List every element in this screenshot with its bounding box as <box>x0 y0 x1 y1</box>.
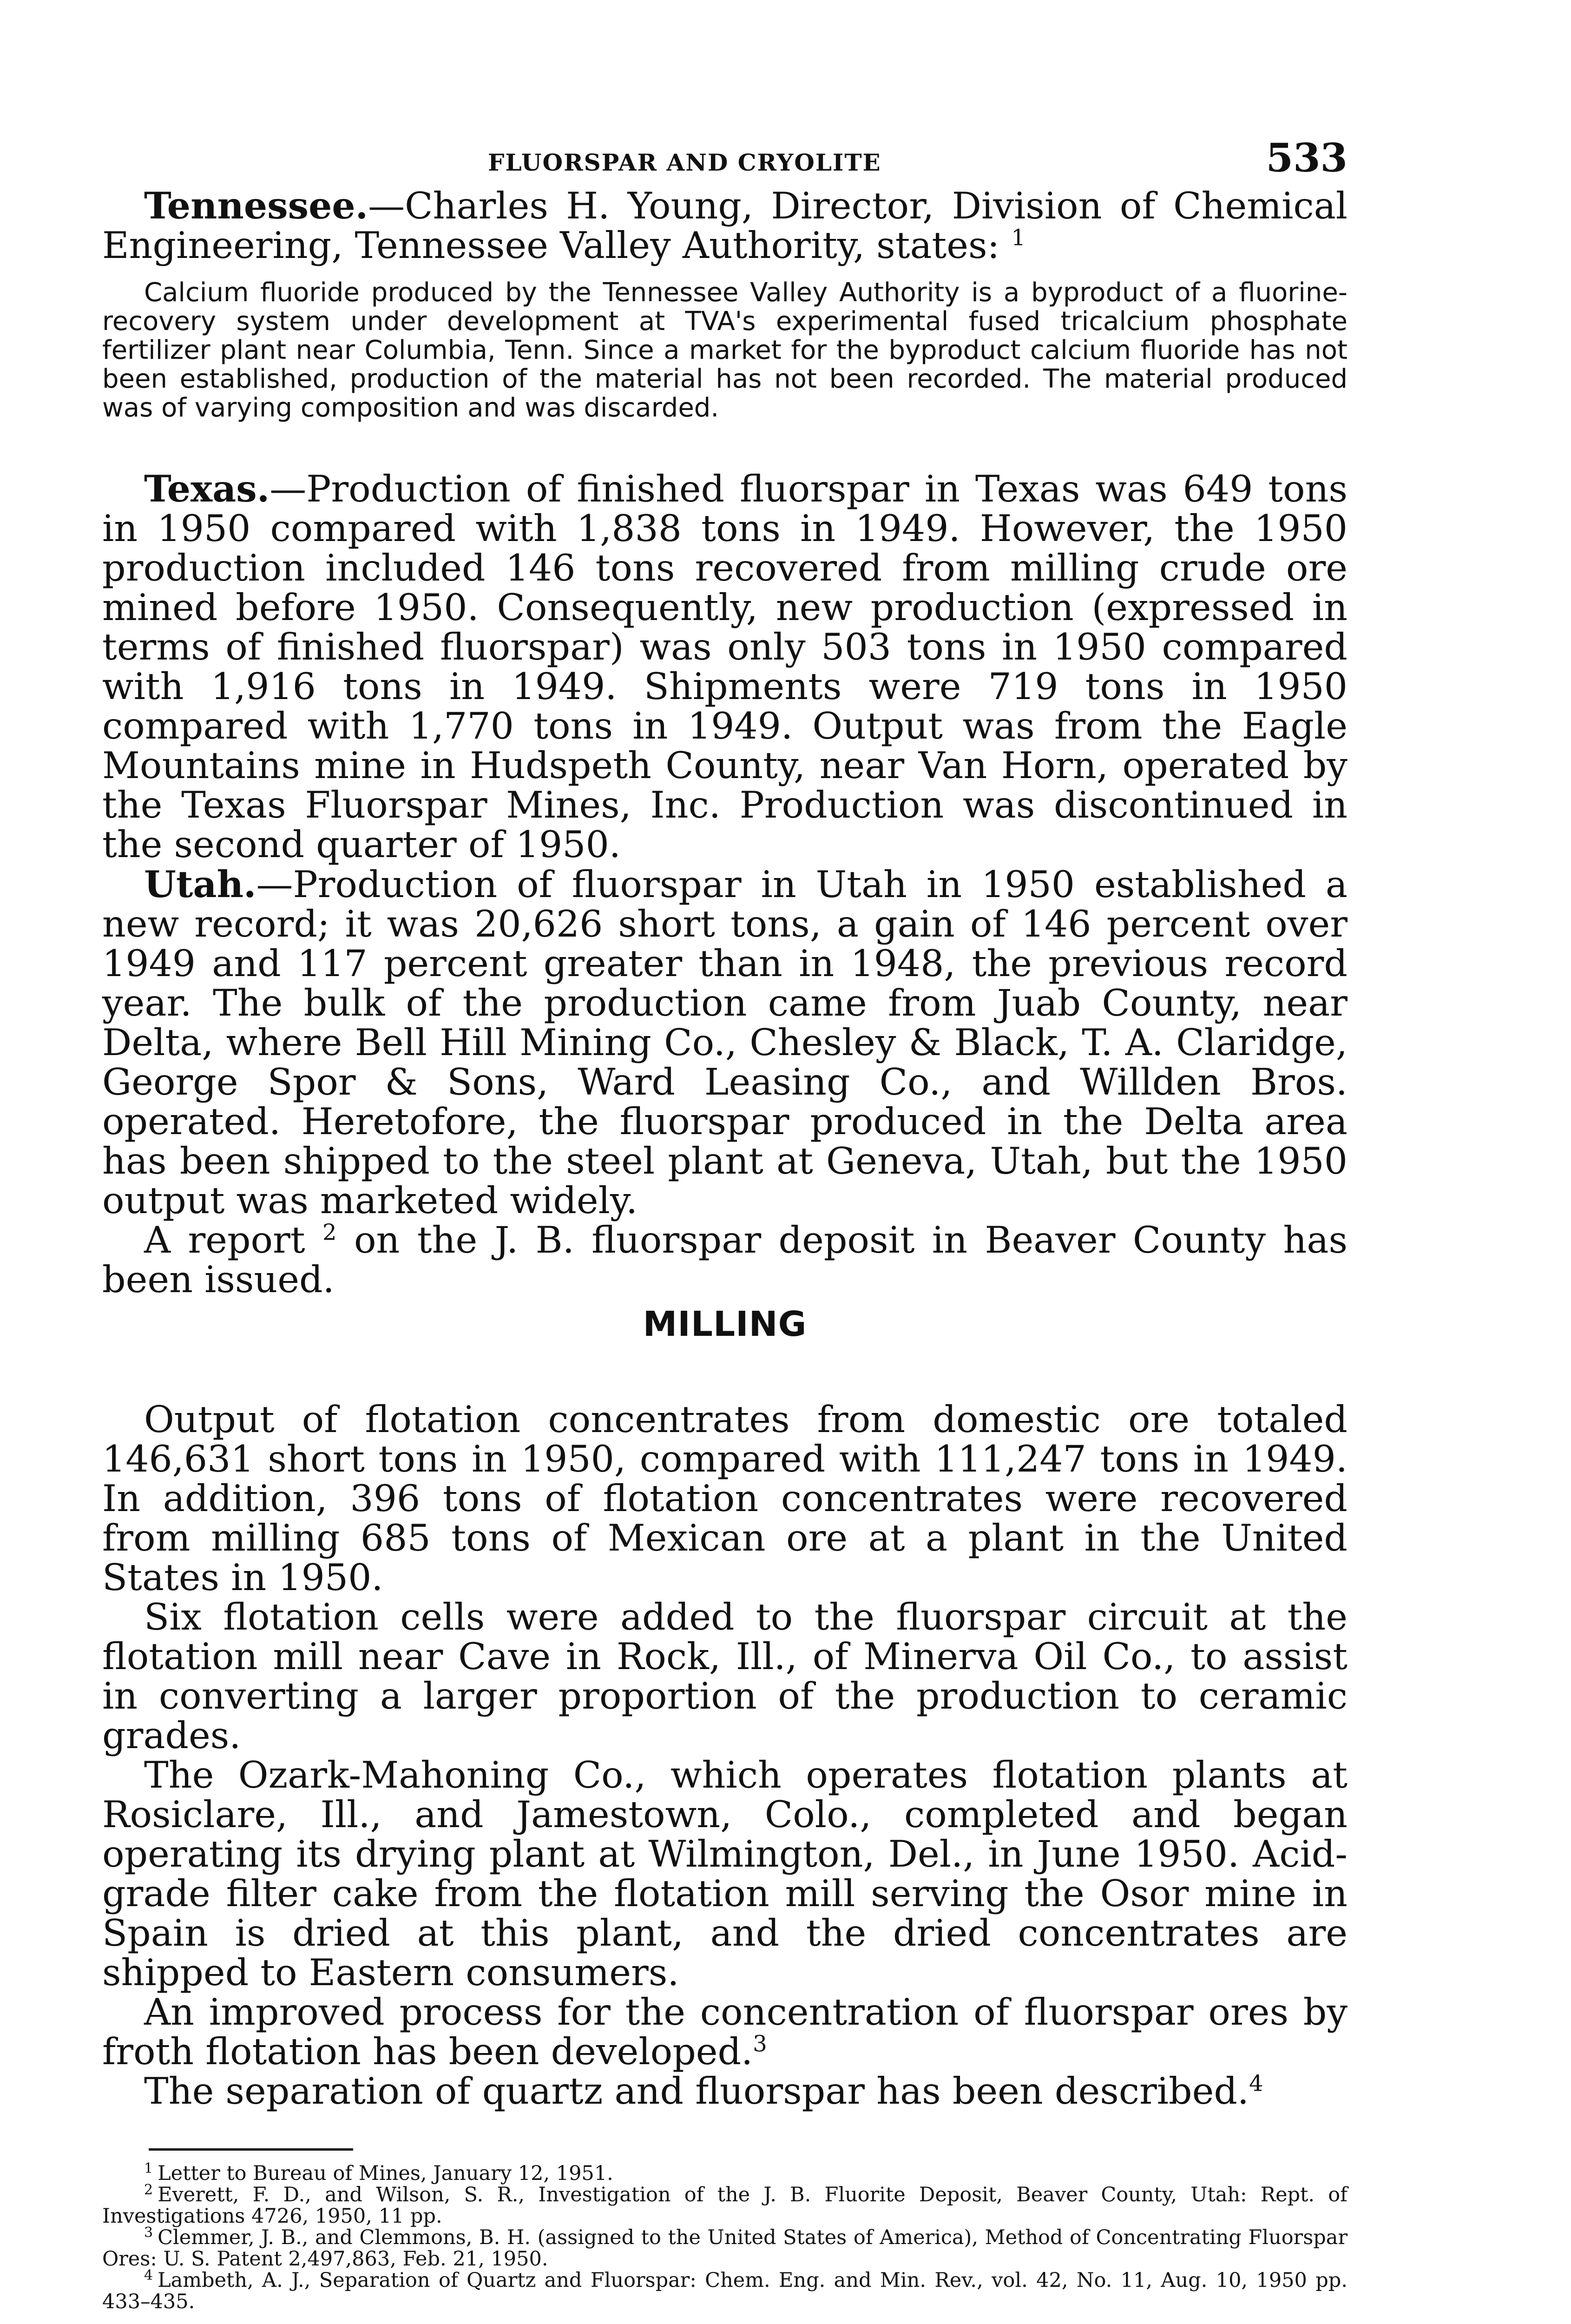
footnote-2-mark: 2 <box>144 2181 153 2198</box>
page <box>102 135 1348 2312</box>
footnote-1-text: Letter to Bureau of Mines, January 12, 1951. <box>158 2162 613 2185</box>
footnote-ref-4: 4 <box>1249 2070 1263 2097</box>
footnote-4 <box>102 2267 1348 2313</box>
running-title: FLUORSPAR AND CRYOLITE <box>488 149 881 176</box>
footnote-ref-2: 2 <box>322 1219 337 1246</box>
footnote-ref-1: 1 <box>1011 224 1025 251</box>
utah-report-a: A report <box>144 1219 305 1261</box>
utah-text: —Production of fluorspar in Utah in 1950 established a new record; it was 20,626 short tons, a gain of 146 percent over 1949 and 117 percent greater than in 1948, the previous record year. The bulk of the production came from Juab County, near Delta, where Bell Hill Mining Co., Chesley & Black, T. A. Claridge, George Spor & Sons, Ward Leasing Co., and Willden Bros. operated. Heretofore, the fluorspar produced in the Delta area has been shipped to the steel plant at Geneva, Utah, but the 1950 output was marketed widely. <box>102 863 1348 1222</box>
utah-report-b: on the J. B. fluorspar deposit in Beaver County has been issued. <box>102 1219 1348 1301</box>
footnote-3-mark: 3 <box>144 2224 153 2241</box>
utah-paragraph <box>102 865 1348 1221</box>
footnote-1 <box>102 2160 1348 2185</box>
milling-paragraph-5 <box>102 2072 1348 2111</box>
texas-text: —Production of finished fluorspar in Texas was 649 tons in 1950 compared with 1,838 tons in 1949. However, the 1950 production included 146 tons recovered from milling crude ore mined before 1950. Consequently, new production (expressed in terms of finished fluorspar) was only 503 tons in 1950 compared with 1,916 tons in 1949. Shipments were 719 tons in 1950 compared with 1,770 tons in 1949. Output was from the Eagle Mountains mine in Hudspeth County, near Van Horn, operated by the Texas Fluorspar Mines, Inc. Production was discontinued in the second quarter of 1950. <box>102 468 1348 866</box>
footnote-ref-3: 3 <box>753 2031 767 2057</box>
texas-paragraph <box>102 469 1348 865</box>
footnote-3 <box>102 2224 1348 2271</box>
footnote-2-text: Everett, F. D., and Wilson, S. R., Investigation of the J. B. Fluorite Deposit, Beaver County, Utah: Rept. of Investigations 4726, 1950, 11 pp. <box>102 2183 1348 2228</box>
tennessee-quote: Calcium fluoride produced by the Tennessee Valley Authority is a byproduct of a fluorine-recovery system under development at TVA's experimental fused tricalcium phosphate fertilizer plant near Columbia, Tenn. Since a market for the byproduct calcium fluoride has not been established, production of the material has not been recorded. The material produced was of varying composition and was discarded. <box>102 277 1348 423</box>
footnote-4-mark: 4 <box>144 2267 153 2284</box>
footnote-4-text: Lambeth, A. J., Separation of Quartz and Fluorspar: Chem. Eng. and Min. Rev., vol. 42, No. 11, Aug. 10, 1950 pp. 433–435. <box>102 2269 1348 2313</box>
tennessee-heading: Tennessee. <box>144 184 368 227</box>
utah-heading: Utah. <box>144 863 256 906</box>
milling-paragraph-4 <box>102 1993 1348 2072</box>
tennessee-intro: —Charles H. Young, Director, Division of Chemical Engineering, Tennessee Valley Authority, states: <box>102 185 1348 267</box>
milling-p5-text: The separation of quartz and fluorspar has been described. <box>144 2070 1249 2113</box>
footnote-2 <box>102 2181 1348 2228</box>
milling-p4-text: An improved process for the concentration of fluorspar ores by froth flotation has been developed. <box>102 1991 1348 2073</box>
tennessee-paragraph <box>102 186 1348 265</box>
running-head <box>102 135 1348 186</box>
milling-paragraph-2: Six flotation cells were added to the fluorspar circuit at the flotation mill near Cave in Rock, Ill., of Minerva Oil Co., to assist in converting a larger proportion of the production to ceramic grades. <box>102 1596 1348 1757</box>
footnote-1-mark: 1 <box>144 2160 153 2177</box>
footnote-3-text: Clemmer, J. B., and Clemmons, B. H. (assigned to the United States of America), Method of Concentrating Fluorspar Ores: U. S. Patent 2,497,863, Feb. 21, 1950. <box>102 2226 1348 2271</box>
milling-heading: MILLING <box>643 1304 807 1344</box>
texas-heading: Texas. <box>144 467 270 510</box>
footnote-rule <box>149 2148 353 2151</box>
page-number: 533 <box>1266 135 1348 181</box>
milling-paragraph-1: Output of flotation concentrates from domestic ore totaled 146,631 short tons in 1950, compared with 111,247 tons in 1949. In addition, 396 tons of flotation concentrates were recovered from milling 685 tons of Mexican ore at a plant in the United States in 1950. <box>102 1398 1348 1599</box>
utah-report-paragraph <box>102 1221 1348 1300</box>
milling-paragraph-3: The Ozark-Mahoning Co., which operates flotation plants at Rosiclare, Ill., and Jamestown, Colo., completed and began operating its drying plant at Wilmington, Del., in June 1950. Acid-grade filter cake from the flotation mill serving the Osor mine in Spain is dried at this plant, and the dried concentrates are shipped to Eastern consumers. <box>102 1754 1348 1994</box>
